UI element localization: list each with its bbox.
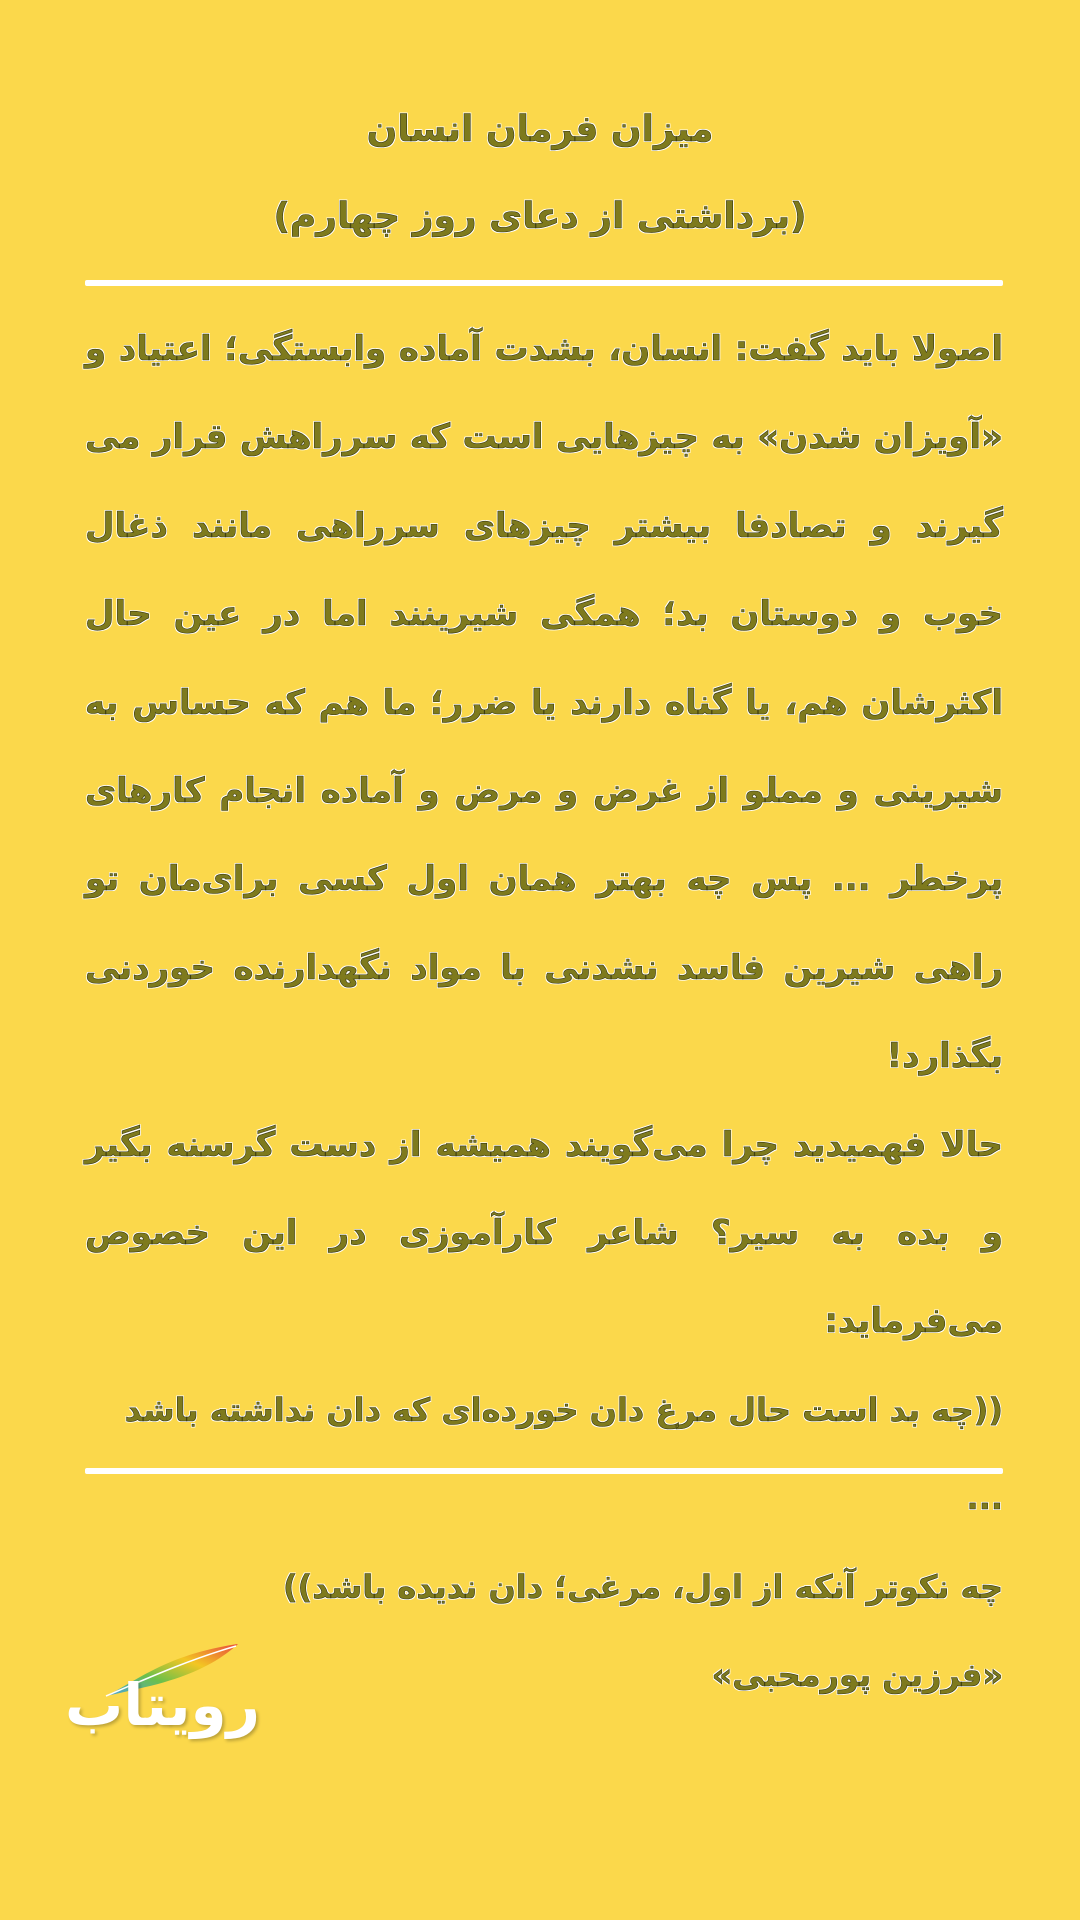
top-divider <box>85 280 1003 286</box>
paragraph-question: حالا فهمیدید چرا می‌گویند همیشه از دست گرسنه بگیر و بده به سیر؟ شاعر کارآموزی در این خصوص می‌فرماید: <box>85 1124 1003 1342</box>
bottom-divider <box>85 1468 1003 1474</box>
author-signature: «فرزین پورمحبی» <box>711 1656 1003 1695</box>
paragraph-intro: اصولا باید گفت: انسان، بشدت آماده وابستگی؛ اعتیاد و «آویزان شدن» به چیزهایی است که سرراهش قرار می گیرند و تصادفا بیشتر چیزهای سرراهی مانند ذغال خوب و دوستان بد؛ همگی شیرینند اما در عین حال اکثرشان هم، یا گناه دارند یا ضرر؛ ما هم که حساس به شیرینی و مملو از غرض و مرض و آماده انجام کارهای پرخطر ... پس چه بهتر همان اول کسی برای‌مان تو راهی شیرین فاسد نشدنی با مواد نگهدارنده خوردنی بگذارد! <box>85 329 1003 1077</box>
brand-logo-text: رویتاب <box>65 1671 260 1739</box>
poem-line-1: ((چه بد است حال مرغ دان خورده‌ای که دان نداشته باشد ... <box>124 1390 1003 1518</box>
poem-line-2: چه نکوتر آنکه از اول، مرغی؛ دان ندیده باشد)) <box>283 1567 1003 1606</box>
page-title: میزان فرمان انسان <box>366 109 714 150</box>
brand-logo <box>65 1640 260 1760</box>
page-subtitle: (برداشتی از دعای روز چهارم) <box>273 196 807 237</box>
article-body <box>85 305 1003 1720</box>
